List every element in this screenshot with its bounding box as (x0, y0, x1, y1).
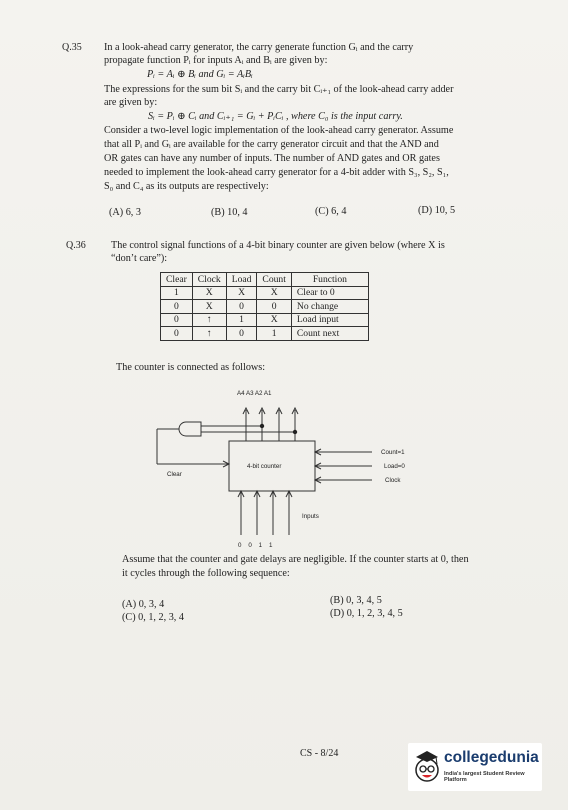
table-header: Clear (161, 273, 193, 287)
table-cell: X (257, 286, 291, 300)
q35-line-4: The expressions for the sum bit Sᵢ and the carry bit Cᵢ₊₁ of the look-ahead carry adder (104, 84, 454, 95)
table-header: Load (226, 273, 257, 287)
table-cell: ↑ (192, 313, 226, 327)
q36-connected-text: The counter is connected as follows: (116, 362, 266, 373)
count-label: Count=1 (381, 449, 405, 456)
table-cell: X (257, 313, 291, 327)
table-cell: No change (291, 300, 368, 314)
q35-option-d[interactable]: (D) 10, 5 (418, 205, 456, 216)
q36-option-a[interactable]: (A) 0, 3, 4 (122, 599, 165, 610)
mascot-icon (410, 743, 444, 791)
input-values: 0 0 1 1 (238, 542, 273, 549)
q35-line-10: needed to implement the look-ahead carry generator for a 4-bit adder with S₃, S₂, S₁, (104, 167, 449, 178)
question-number-35: Q.35 (62, 42, 82, 53)
table-cell: Clear to 0 (291, 286, 368, 300)
q36-intro-1: The control signal functions of a 4-bit binary counter are given below (where X is (111, 240, 445, 251)
inputs-label: Inputs (302, 513, 319, 520)
q35-line-2: propagate function Pᵢ for inputs Aᵢ and Bᵢ are given by: (104, 55, 328, 66)
load-label: Load=0 (384, 463, 405, 470)
counter-label: 4-bit counter (247, 463, 282, 470)
table-cell: X (192, 286, 226, 300)
q35-formula-2: Sᵢ = Pᵢ ⊕ Cᵢ and Cᵢ₊₁ = Gᵢ + PᵢCᵢ , where C₀ is the input carry. (148, 111, 403, 122)
and-gate (179, 422, 201, 436)
q36-option-c[interactable]: (C) 0, 1, 2, 3, 4 (122, 612, 184, 623)
clear-label: Clear (167, 471, 182, 478)
q35-line-1: In a look-ahead carry generator, the carry generate function Gᵢ and the carry (104, 42, 414, 53)
collegedunia-logo (408, 743, 542, 791)
table-cell: 0 (226, 327, 257, 341)
page-number: CS - 8/24 (300, 748, 339, 759)
table-cell: 0 (161, 300, 193, 314)
table-header: Count (257, 273, 291, 287)
q35-option-b[interactable]: (B) 10, 4 (211, 207, 248, 218)
q35-line-8: that all Pᵢ and Gᵢ are available for the carry generator circuit and that the AND and (104, 139, 439, 150)
q36-question-2: it cycles through the following sequence: (122, 568, 290, 579)
q35-option-c[interactable]: (C) 6, 4 (315, 206, 347, 217)
table-cell: 0 (161, 313, 193, 327)
q36-question-1: Assume that the counter and gate delays are negligible. If the counter starts at 0, then (122, 554, 469, 565)
table-cell: 1 (257, 327, 291, 341)
table-cell: X (192, 300, 226, 314)
q35-line-5: are given by: (104, 97, 158, 108)
table-cell: 0 (161, 327, 193, 341)
q35-line-9: OR gates can have any number of inputs. The number of AND gates and OR gates (104, 153, 440, 164)
q36-intro-2: “don’t care”): (111, 253, 168, 264)
table-cell: 0 (226, 300, 257, 314)
table-header: Clock (192, 273, 226, 287)
q35-formula-1: Pᵢ = Aᵢ ⊕ Bᵢ and Gᵢ = AᵢBᵢ (147, 69, 253, 80)
q36-option-d[interactable]: (D) 0, 1, 2, 3, 4, 5 (330, 608, 403, 619)
logo-name: collegedunia (444, 749, 539, 766)
table-header: Function (291, 273, 368, 287)
clock-label: Clock (385, 477, 401, 484)
table-cell: X (226, 286, 257, 300)
q36-option-b[interactable]: (B) 0, 3, 4, 5 (330, 595, 382, 606)
logo-tagline: India's largest Student Review Platform (444, 771, 525, 783)
table-cell: 1 (161, 286, 193, 300)
q35-option-a[interactable]: (A) 6, 3 (109, 207, 141, 218)
table-cell: 1 (226, 313, 257, 327)
question-number-36: Q.36 (66, 240, 86, 251)
output-labels: A4 A3 A2 A1 (237, 390, 272, 397)
q35-line-11: S₀ and C₄ as its outputs are respectively: (104, 181, 269, 192)
q35-line-7: Consider a two-level logic implementation of the look-ahead carry generator. Assume (104, 125, 454, 136)
table-cell: Count next (291, 327, 368, 341)
table-cell: Load input (291, 313, 368, 327)
table-cell: 0 (257, 300, 291, 314)
table-cell: ↑ (192, 327, 226, 341)
